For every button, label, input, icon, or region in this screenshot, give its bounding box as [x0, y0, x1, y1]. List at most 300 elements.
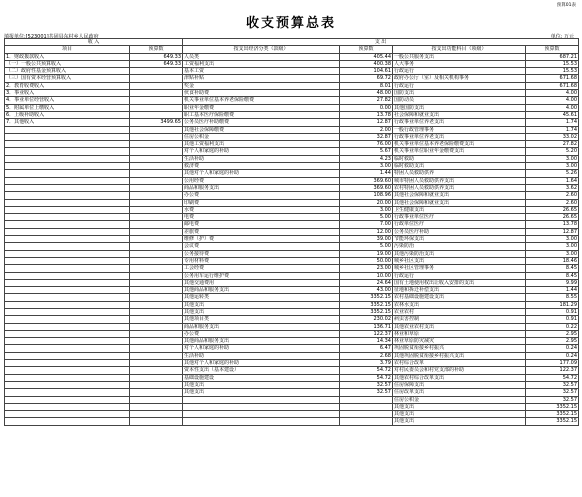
income-item-cell: [5, 199, 130, 206]
func-budget-cell: 3352.15: [526, 418, 579, 425]
func-item-cell: 行政运行: [393, 272, 526, 279]
income-budget-header: 预算数: [130, 46, 183, 53]
income-item-cell: [5, 308, 130, 315]
econ-budget-cell: 32.57: [340, 381, 393, 388]
econ-item-cell: 其他项目类: [183, 316, 340, 323]
econ-budget-cell: 24.64: [340, 279, 393, 286]
table-row: [5, 330, 579, 337]
func-budget-cell: 3.00: [526, 243, 579, 250]
econ-class-header: 按支出经济分类（款级）: [183, 46, 340, 53]
econ-item-cell: 对个人和家庭的补助: [183, 345, 340, 352]
func-budget-cell: 3.62: [526, 184, 579, 191]
table-row: [5, 338, 579, 345]
econ-item-cell: 会议费: [183, 243, 340, 250]
econ-item-cell: 基础设施建设: [183, 374, 340, 381]
econ-budget-cell: 8.01: [340, 82, 393, 89]
income-budget-cell: [130, 381, 183, 388]
func-budget-cell: 0.24: [526, 345, 579, 352]
table-row: [5, 418, 579, 425]
econ-item-cell: 公务接待费: [183, 250, 340, 257]
income-item-cell: [5, 287, 130, 294]
econ-item-cell: 差旅费: [183, 228, 340, 235]
econ-budget-cell: [340, 411, 393, 418]
table-row: [5, 155, 579, 162]
table-row: [5, 345, 579, 352]
econ-item-cell: 其他对个人和家庭的补助: [183, 170, 340, 177]
func-item-cell: 行政运行: [393, 68, 526, 75]
func-item-cell: 其他社会保障和就业支出: [393, 199, 526, 206]
func-budget-cell: 13.78: [526, 221, 579, 228]
func-budget-cell: 1.44: [526, 287, 579, 294]
econ-budget-cell: 10.00: [340, 272, 393, 279]
income-budget-cell: [130, 163, 183, 170]
income-item-cell: [5, 316, 130, 323]
income-budget-cell: [130, 177, 183, 184]
func-item-cell: 巩固脱贫衔接乡村振兴: [393, 345, 526, 352]
income-item-cell: [5, 360, 130, 367]
econ-item-cell: 住房公积金: [183, 133, 340, 140]
income-budget-cell: [130, 374, 183, 381]
table-row: [5, 352, 579, 359]
income-budget-cell: [130, 389, 183, 396]
econ-item-cell: [183, 418, 340, 425]
table-row: [5, 389, 579, 396]
econ-budget-cell: 5.00: [340, 243, 393, 250]
func-item-cell: 其他支出: [393, 403, 526, 410]
econ-budget-cell: 2.00: [340, 126, 393, 133]
func-budget-cell: 4.00: [526, 97, 579, 104]
func-item-cell: 其他国防支出: [393, 104, 526, 111]
income-item-cell: 5．附属单位上缴收入: [5, 104, 130, 111]
econ-budget-cell: 400.38: [340, 60, 393, 67]
func-budget-cell: 671.68: [526, 75, 579, 82]
income-item-cell: [5, 177, 130, 184]
income-budget-cell: [130, 279, 183, 286]
econ-item-cell: 公用经费: [183, 177, 340, 184]
econ-budget-cell: 3352.15: [340, 301, 393, 308]
income-item-cell: [5, 403, 130, 410]
income-item-cell: [5, 279, 130, 286]
econ-budget-cell: 4.23: [340, 155, 393, 162]
func-item-cell: 对村民委员会和村党支部的补助: [393, 367, 526, 374]
table-row: [5, 90, 579, 97]
econ-budget-cell: 5.00: [340, 214, 393, 221]
econ-item-cell: 其他支出: [183, 308, 340, 315]
econ-budget-cell: 14.34: [340, 338, 393, 345]
report-title: 收支预算总表: [245, 16, 336, 31]
func-budget-cell: 2.60: [526, 192, 579, 199]
income-budget-cell: [130, 287, 183, 294]
econ-item-cell: 维修（护）费: [183, 236, 340, 243]
income-item-cell: （一）一般公共预算收入: [5, 60, 130, 67]
func-item-cell: 社会保障和就业支出: [393, 111, 526, 118]
func-budget-cell: 8.55: [526, 294, 579, 301]
income-item-cell: [5, 389, 130, 396]
econ-budget-cell: 3.79: [340, 360, 393, 367]
income-budget-cell: [130, 236, 183, 243]
income-budget-cell: [130, 126, 183, 133]
func-budget-cell: 8.45: [526, 272, 579, 279]
table-row: [5, 75, 579, 82]
income-item-cell: [5, 323, 130, 330]
func-item-cell: 行政事业单位养老支出: [393, 133, 526, 140]
func-item-cell: 政府办公厅（室）及相关机构事务: [393, 75, 526, 82]
func-item-cell: 农业农村: [393, 308, 526, 315]
income-budget-cell: [130, 170, 183, 177]
income-budget-cell: [130, 90, 183, 97]
income-item-cell: [5, 243, 130, 250]
table-row: [5, 272, 579, 279]
func-item-cell: 城乡社区管理事务: [393, 265, 526, 272]
func-budget-cell: 26.65: [526, 206, 579, 213]
income-item-cell: [5, 184, 130, 191]
income-budget-cell: [130, 352, 183, 359]
income-budget-cell: [130, 192, 183, 199]
currency-unit: 单位: 万元: [550, 34, 574, 40]
func-item-cell: 机关事业单位职业年金缴费支出: [393, 148, 526, 155]
econ-budget-cell: 108.96: [340, 192, 393, 199]
table-row: [5, 360, 579, 367]
func-item-cell: 行政运行: [393, 82, 526, 89]
table-row: [5, 82, 579, 89]
econ-budget-cell: 48.00: [340, 90, 393, 97]
econ-item-cell: 其他工资福利支出: [183, 141, 340, 148]
econ-budget-cell: 122.37: [340, 330, 393, 337]
econ-item-cell: 专用材料费: [183, 257, 340, 264]
income-budget-cell: [130, 75, 183, 82]
income-budget-cell: [130, 214, 183, 221]
func-budget-cell: 45.61: [526, 111, 579, 118]
table-row: [5, 396, 579, 403]
func-budget-cell: 33.02: [526, 133, 579, 140]
func-item-cell: 其他支出: [393, 411, 526, 418]
func-item-cell: 其他污染防治支出: [393, 250, 526, 257]
econ-budget-cell: [340, 403, 393, 410]
income-budget-cell: [130, 155, 183, 162]
func-item-cell: 农村基础设施建设支出: [393, 294, 526, 301]
table-row: [5, 367, 579, 374]
econ-item-cell: 其他支出: [183, 381, 340, 388]
income-budget-cell: [130, 360, 183, 367]
func-item-cell: 国防支出: [393, 90, 526, 97]
func-budget-cell: 8.45: [526, 265, 579, 272]
func-budget-cell: 5.20: [526, 148, 579, 155]
econ-budget-cell: 54.72: [340, 367, 393, 374]
func-budget-cell: 181.29: [526, 301, 579, 308]
func-budget-cell: 15.53: [526, 68, 579, 75]
econ-item-cell: 生活补助: [183, 352, 340, 359]
func-item-cell: 临时救助: [393, 155, 526, 162]
income-item-cell: 2．教育收费收入: [5, 82, 130, 89]
income-budget-cell: [130, 272, 183, 279]
econ-item-cell: 办公费: [183, 192, 340, 199]
table-row: [5, 184, 579, 191]
income-budget-cell: [130, 111, 183, 118]
income-item-cell: [5, 228, 130, 235]
econ-item-cell: [183, 396, 340, 403]
func-item-cell: 其他农村综合改革支出: [393, 374, 526, 381]
func-budget-cell: 27.82: [526, 141, 579, 148]
func-item-cell: 一般公共服务支出: [393, 53, 526, 60]
func-budget-cell: 3.00: [526, 155, 579, 162]
econ-budget-cell: 39.00: [340, 236, 393, 243]
table-row: [5, 403, 579, 410]
income-item-cell: [5, 126, 130, 133]
econ-item-cell: 印刷费: [183, 199, 340, 206]
func-item-cell: 住房保障支出: [393, 381, 526, 388]
income-item-cell: 1．财政拨款收入: [5, 53, 130, 60]
econ-budget-cell: 50.00: [340, 257, 393, 264]
func-budget-cell: 2.95: [526, 330, 579, 337]
income-budget-cell: [130, 265, 183, 272]
table-row: [5, 170, 579, 177]
income-item-cell: [5, 345, 130, 352]
income-item-cell: [5, 206, 130, 213]
income-budget-cell: [130, 68, 183, 75]
income-item-cell: （三）国有资本经营预算收入: [5, 75, 130, 82]
econ-item-cell: 工资福利支出: [183, 60, 340, 67]
table-row: [5, 53, 579, 60]
income-budget-cell: [130, 221, 183, 228]
table-row: [5, 294, 579, 301]
income-item-cell: 3．事业收入: [5, 90, 130, 97]
econ-budget-cell: [340, 418, 393, 425]
func-budget-cell: 3352.15: [526, 403, 579, 410]
econ-item-cell: 其他商品和服务支出: [183, 287, 340, 294]
econ-item-cell: 津贴补贴: [183, 75, 340, 82]
econ-budget-cell: 7.00: [340, 221, 393, 228]
income-header: 收 入: [5, 39, 183, 46]
table-row: [5, 119, 579, 126]
income-item-cell: [5, 148, 130, 155]
func-item-cell: 其他社会保障和就业支出: [393, 192, 526, 199]
func-item-cell: 国有土地使用权出让收入安排的支出: [393, 279, 526, 286]
econ-item-cell: 公务员医疗补助缴费: [183, 119, 340, 126]
table-row: [5, 206, 579, 213]
func-budget-cell: 54.72: [526, 374, 579, 381]
func-budget-cell: 671.68: [526, 82, 579, 89]
func-item-cell: 行政事业单位医疗: [393, 214, 526, 221]
econ-item-cell: 邮电费: [183, 221, 340, 228]
income-item-cell: [5, 170, 130, 177]
table-row: [5, 279, 579, 286]
income-item-cell: [5, 236, 130, 243]
func-budget-cell: 18.46: [526, 257, 579, 264]
func-item-cell: 其他巩固脱贫衔接乡村振兴支出: [393, 352, 526, 359]
income-budget-cell: [130, 403, 183, 410]
econ-budget-cell: 136.71: [340, 323, 393, 330]
func-budget-cell: 32.57: [526, 389, 579, 396]
func-item-cell: 公务员医疗补助: [393, 228, 526, 235]
econ-item-cell: 资本性支出（基本建设）: [183, 367, 340, 374]
table-row: [5, 133, 579, 140]
econ-item-cell: 其他运转类: [183, 294, 340, 301]
table-row: [5, 141, 579, 148]
econ-item-cell: 基本工资: [183, 68, 340, 75]
form-code: 预算01表: [556, 3, 576, 8]
func-budget-cell: 4.00: [526, 90, 579, 97]
econ-budget-cell: 1.44: [340, 170, 393, 177]
econ-budget-cell: 32.87: [340, 133, 393, 140]
func-budget-cell: 4.00: [526, 104, 579, 111]
income-budget-cell: [130, 104, 183, 111]
income-budget-cell: [130, 294, 183, 301]
econ-item-cell: 人员类: [183, 53, 340, 60]
income-budget-cell: [130, 82, 183, 89]
econ-budget-cell: [340, 396, 393, 403]
income-item-cell: [5, 352, 130, 359]
econ-item-cell: 生活补助: [183, 155, 340, 162]
econ-item-cell: 电费: [183, 214, 340, 221]
func-budget-cell: 1.74: [526, 119, 579, 126]
econ-item-cell: 其他交通费用: [183, 279, 340, 286]
table-row: [5, 199, 579, 206]
func-budget-cell: 12.87: [526, 228, 579, 235]
econ-item-cell: 公务用车运行维护费: [183, 272, 340, 279]
econ-item-cell: 其他支出: [183, 301, 340, 308]
table-row: [5, 126, 579, 133]
func-budget-cell: 32.57: [526, 396, 579, 403]
func-budget-cell: 2.60: [526, 199, 579, 206]
func-budget-cell: 1.74: [526, 126, 579, 133]
econ-budget-cell: 104.61: [340, 68, 393, 75]
table-row: [5, 148, 579, 155]
econ-budget-cell: 69.72: [340, 75, 393, 82]
func-item-cell: 污染防治: [393, 243, 526, 250]
income-budget-cell: [130, 367, 183, 374]
header-row-columns: [5, 46, 579, 53]
func-budget-cell: 5.26: [526, 170, 579, 177]
income-item-cell: [5, 192, 130, 199]
econ-budget-cell: 20.00: [340, 199, 393, 206]
income-item-cell: [5, 301, 130, 308]
func-budget-cell: 177.09: [526, 360, 579, 367]
econ-budget-cell: 12.87: [340, 119, 393, 126]
econ-item-cell: [183, 403, 340, 410]
table-row: [5, 323, 579, 330]
func-item-cell: 住房改革支出: [393, 389, 526, 396]
econ-item-cell: 商品和服务支出: [183, 184, 340, 191]
table-row: [5, 257, 579, 264]
income-item-cell: [5, 250, 130, 257]
econ-item-cell: 伙食补助费: [183, 90, 340, 97]
income-budget-cell: [130, 323, 183, 330]
func-item-cell: 病虫害控制: [393, 316, 526, 323]
header-row-groups: [5, 39, 579, 46]
income-item-cell: [5, 330, 130, 337]
econ-budget-cell: 5.67: [340, 148, 393, 155]
econ-item-cell: 其他对个人和家庭的补助: [183, 360, 340, 367]
econ-budget-cell: 405.44: [340, 53, 393, 60]
func-item-cell: 征地和拆迁补偿支出: [393, 287, 526, 294]
func-item-cell: 行政单位医疗: [393, 221, 526, 228]
income-item-cell: [5, 367, 130, 374]
income-item-cell: [5, 418, 130, 425]
table-row: [5, 192, 579, 199]
income-item-cell: （二）政府性基金预算收入: [5, 68, 130, 75]
econ-item-cell: 其他支出: [183, 389, 340, 396]
econ-item-cell: 职工基本医疗保险缴费: [183, 111, 340, 118]
income-item-cell: [5, 163, 130, 170]
econ-budget-cell: 2.68: [340, 352, 393, 359]
budget-table: [4, 38, 579, 426]
income-budget-cell: 3499.65: [130, 119, 183, 126]
table-row: [5, 68, 579, 75]
table-row: [5, 228, 579, 235]
econ-budget-cell: 3352.15: [340, 294, 393, 301]
income-item-cell: [5, 411, 130, 418]
econ-budget-cell: 27.82: [340, 97, 393, 104]
func-item-cell: 卫生健康支出: [393, 206, 526, 213]
income-budget-cell: [130, 396, 183, 403]
income-item-cell: [5, 338, 130, 345]
econ-budget-cell: 369.60: [340, 177, 393, 184]
table-row: [5, 111, 579, 118]
func-budget-cell: 3.00: [526, 163, 579, 170]
income-item-cell: [5, 396, 130, 403]
income-budget-cell: [130, 243, 183, 250]
func-item-cell: 其他支出: [393, 418, 526, 425]
income-item-cell: [5, 374, 130, 381]
income-budget-cell: 649.33: [130, 53, 183, 60]
econ-budget-header: 预算数: [340, 46, 393, 53]
econ-budget-cell: 54.72: [340, 374, 393, 381]
income-budget-cell: [130, 411, 183, 418]
income-budget-cell: [130, 199, 183, 206]
econ-budget-cell: 6.47: [340, 345, 393, 352]
table-row: [5, 287, 579, 294]
income-item-cell: [5, 155, 130, 162]
econ-budget-cell: 12.00: [340, 228, 393, 235]
table-row: [5, 97, 579, 104]
econ-item-cell: 其他社会保障缴费: [183, 126, 340, 133]
func-budget-cell: 3.00: [526, 236, 579, 243]
func-budget-cell: 32.57: [526, 381, 579, 388]
table-row: [5, 163, 579, 170]
income-budget-cell: [130, 250, 183, 257]
econ-budget-cell: 3.00: [340, 206, 393, 213]
income-budget-cell: [130, 97, 183, 104]
income-item-header: 项目: [5, 46, 130, 53]
income-budget-cell: [130, 141, 183, 148]
econ-budget-cell: 13.78: [340, 111, 393, 118]
econ-budget-cell: 230.02: [340, 316, 393, 323]
income-budget-cell: [130, 316, 183, 323]
func-item-cell: 特困人员救助供养: [393, 170, 526, 177]
func-item-cell: 林业草原防灾减灾: [393, 338, 526, 345]
table-row: [5, 301, 579, 308]
income-budget-cell: [130, 418, 183, 425]
econ-budget-cell: 23.00: [340, 265, 393, 272]
income-item-cell: [5, 265, 130, 272]
func-item-cell: 城乡社区支出: [393, 257, 526, 264]
income-item-cell: 4．事业单位经营收入: [5, 97, 130, 104]
income-item-cell: 7．其他收入: [5, 119, 130, 126]
income-budget-cell: [130, 338, 183, 345]
table-row: [5, 308, 579, 315]
income-budget-cell: [130, 184, 183, 191]
table-row: [5, 374, 579, 381]
func-budget-cell: 9.99: [526, 279, 579, 286]
table-row: [5, 236, 579, 243]
econ-item-cell: 职业年金缴费: [183, 104, 340, 111]
func-item-cell: 人大事务: [393, 60, 526, 67]
income-budget-cell: [130, 345, 183, 352]
table-row: [5, 243, 579, 250]
income-item-cell: [5, 141, 130, 148]
econ-item-cell: 工会经费: [183, 265, 340, 272]
income-budget-cell: [130, 228, 183, 235]
